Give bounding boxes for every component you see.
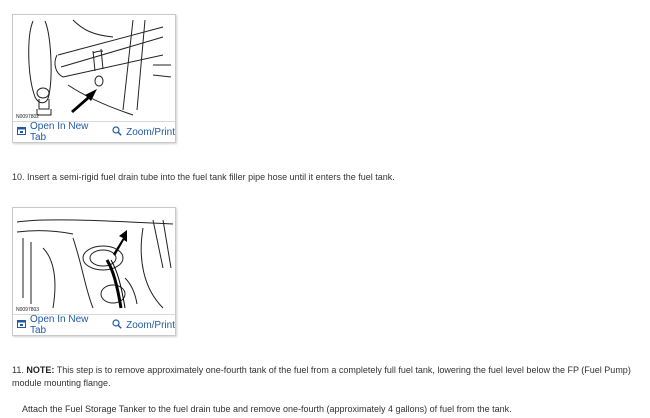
note-text-continued: module mounting flange.: [12, 378, 111, 388]
figure-2-toolbar: [13, 314, 175, 335]
figure-2-code: N0097803: [16, 307, 40, 313]
open-in-new-tab-icon: [17, 320, 26, 331]
zoom-print-link[interactable]: [112, 126, 175, 139]
figure-2-illustration[interactable]: [13, 208, 175, 314]
step-10-number: 10.: [12, 172, 25, 182]
note-text: This step is to remove approximately one-fourth tank of the fuel from a completely full fuel tank, lowering the fuel level below the FP (Fuel Pump): [56, 365, 631, 375]
step-10-text: Insert a semi-rigid fuel drain tube into the fuel tank filler pipe hose until it enters the fuel tank.: [27, 172, 395, 182]
open-in-new-tab-label[interactable]: Open In New Tab: [30, 121, 89, 143]
fuel-filler-pipe-illustration: [13, 208, 175, 314]
open-in-new-tab-icon: [17, 127, 26, 138]
open-in-new-tab-link[interactable]: [17, 314, 99, 336]
open-in-new-tab-label[interactable]: Open In New Tab: [30, 314, 89, 336]
step-11-number: 11.: [12, 365, 24, 375]
step-11-instruction: [22, 403, 512, 416]
figure-1: [12, 14, 176, 143]
step-11-note-continued: [12, 377, 111, 390]
magnifier-icon: [112, 126, 122, 139]
zoom-print-label[interactable]: Zoom/Print: [126, 126, 175, 138]
figure-2: [12, 207, 176, 336]
step-10: [12, 171, 395, 184]
instruction-text: Attach the Fuel Storage Tanker to the fuel drain tube and remove one-fourth (approximately 4 gallons) of fuel from the tank.: [22, 404, 512, 414]
magnifier-icon: [112, 319, 122, 332]
zoom-print-label[interactable]: Zoom/Print: [126, 319, 175, 331]
figure-1-illustration[interactable]: [13, 15, 175, 121]
open-in-new-tab-link[interactable]: [17, 121, 99, 143]
figure-1-toolbar: [13, 121, 175, 142]
step-11: [12, 364, 644, 377]
fuel-hose-clamp-illustration: [13, 15, 175, 121]
figure-1-code: N0097802: [16, 114, 40, 120]
zoom-print-link[interactable]: [112, 319, 175, 332]
note-label: NOTE:: [26, 365, 55, 375]
